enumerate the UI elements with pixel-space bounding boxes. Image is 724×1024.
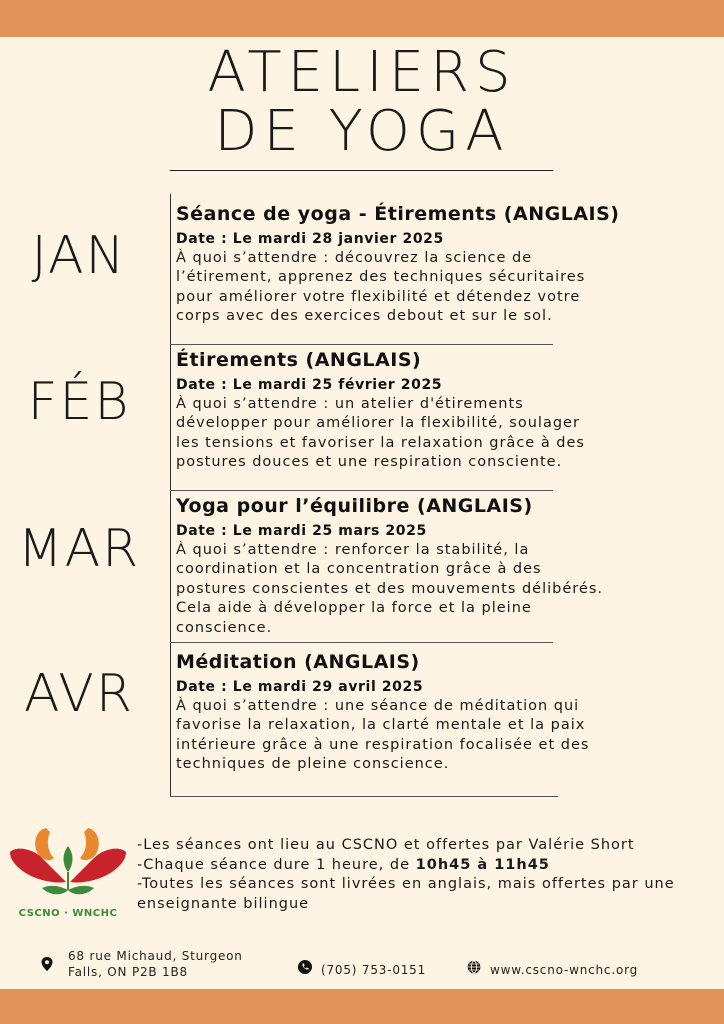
event-description: À quoi s’attendre : un atelier d'étirements développer pour améliorer la flexibilité, soulager les tensions et favoriser la relaxation grâce à des postures douces et une respiration consciente. xyxy=(176,396,585,471)
month-feb: FÉB xyxy=(27,372,131,432)
location-pin-icon xyxy=(40,957,54,971)
note-line-2: -Chaque séance dure 1 heure, de 10h45 à 11h45 xyxy=(137,856,550,873)
title-divider xyxy=(170,170,553,171)
event-separator xyxy=(170,796,558,797)
phone-icon xyxy=(298,960,312,974)
logo-green-left-icon xyxy=(42,886,68,894)
month-jan: JAN xyxy=(31,226,127,286)
event-date: Date : Le mardi 29 avril 2025 xyxy=(176,679,424,695)
logo-green-right-icon xyxy=(68,886,94,894)
event-separator xyxy=(170,490,553,491)
note-line-3: -Toutes les séances sont livrées en anglais, mais offertes par une enseignante bilingue xyxy=(137,876,675,912)
event-mar xyxy=(176,494,716,638)
timeline-line xyxy=(170,194,171,797)
event-description: À quoi s’attendre : découvrez la science de l’étirement, apprenez des techniques sécuritaires pour améliorer votre flexibilité et détendez votre corps avec des exercices debout et sur le sol. xyxy=(176,250,586,325)
event-avr xyxy=(176,650,716,775)
logo-orange-hand-right-icon xyxy=(80,828,99,860)
page-title-line2: DE YOGA xyxy=(214,99,510,164)
info-notes xyxy=(137,836,717,914)
globe-icon xyxy=(467,960,481,974)
logo-leaf-icon xyxy=(64,846,73,872)
month-mar: MAR xyxy=(17,519,141,579)
event-title: Yoga pour l’équilibre (ANGLAIS) xyxy=(176,495,533,517)
note-line-1: -Les séances ont lieu au CSCNO et offertes par Valérie Short xyxy=(137,837,635,853)
event-date: Date : Le mardi 25 mars 2025 xyxy=(176,523,427,539)
event-separator xyxy=(170,344,553,345)
event-title: Méditation (ANGLAIS) xyxy=(176,651,420,673)
logo-red-hand-right-icon xyxy=(70,849,126,883)
event-feb xyxy=(176,348,716,473)
event-date: Date : Le mardi 28 janvier 2025 xyxy=(176,231,444,247)
top-band xyxy=(0,0,724,37)
month-avr: AVR xyxy=(24,664,134,724)
logo-text: CSCNO · WNCHC xyxy=(18,908,118,919)
event-separator xyxy=(170,642,553,643)
cscno-logo xyxy=(8,818,128,922)
bottom-band xyxy=(0,989,724,1024)
footer-website[interactable]: www.cscno-wnchc.org xyxy=(490,963,639,977)
note-time: 10h45 à 11h45 xyxy=(415,856,550,873)
event-description: À quoi s’attendre : renforcer la stabilité, la coordination et la concentration grâce à des postures conscientes et des mouvements délibérés. Cela aide à développer la force et la pleine conscience. xyxy=(176,542,604,636)
event-title: Étirements (ANGLAIS) xyxy=(176,349,422,371)
footer-address: 68 rue Michaud, Sturgeon Falls, ON P2B 1B8 xyxy=(68,949,243,979)
page-title-line1: ATELIERS xyxy=(207,40,517,105)
event-title: Séance de yoga - Étirements (ANGLAIS) xyxy=(176,203,620,225)
event-date: Date : Le mardi 25 février 2025 xyxy=(176,377,443,393)
event-jan xyxy=(176,202,716,327)
event-description: À quoi s’attendre : une séance de méditation qui favorise la relaxation, la clarté mentale et la paix intérieure grâce à une respiration focalisée et des techniques de pleine conscience. xyxy=(176,698,590,773)
footer-phone[interactable]: (705) 753-0151 xyxy=(321,963,427,977)
